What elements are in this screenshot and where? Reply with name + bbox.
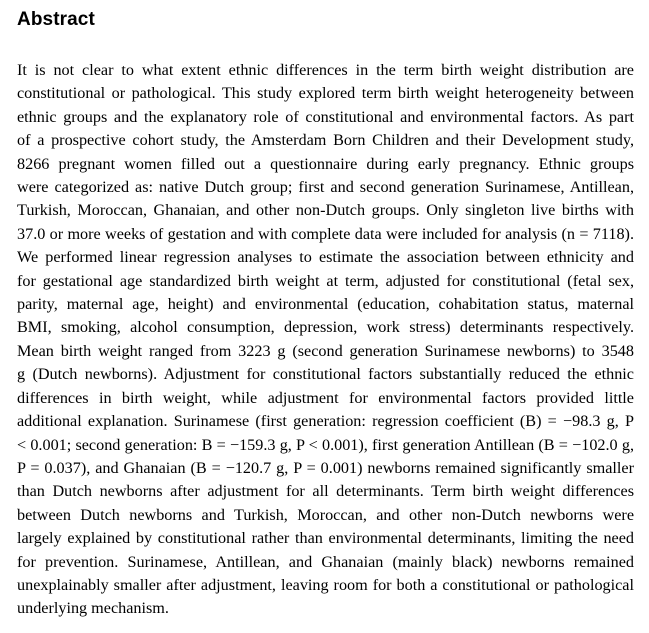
paragraph-line: P = 0.037), and Ghanaian (B = −120.7 g, P = 0.001) newborns remained significantly smaller <box>17 458 634 477</box>
paragraph-line: BMI, smoking, alcohol consumption, depression, work stress) determinants respectively. <box>17 318 634 337</box>
paragraph-line: largely explained by constitutional rather than environmental determinants, limiting the need <box>17 529 634 548</box>
paragraph-line: constitutional or pathological. This study explored term birth weight heterogeneity between <box>17 84 634 103</box>
paragraph-line: It is not clear to what extent ethnic differences in the term birth weight distribution are <box>17 61 634 79</box>
paragraph-line: differences in birth weight, while adjustment for environmental factors provided little <box>17 388 634 407</box>
paragraph-line: underlying mechanism. <box>17 599 169 618</box>
paragraph-line: 8266 pregnant women filled out a questionnaire during early pregnancy. Ethnic groups <box>17 154 634 173</box>
paragraph-line: < 0.001; second generation: B = −159.3 g, P < 0.001), first generation Antillean (B = −102.0 g, <box>17 435 634 454</box>
paragraph-line: of a prospective cohort study, the Amsterdam Born Children and their Development study, <box>17 131 634 150</box>
paragraph-line: additional explanation. Surinamese (first generation: regression coefficient (B) = −98.3 g, P <box>17 412 634 431</box>
abstract-paragraph <box>17 59 634 621</box>
paragraph-line: parity, maternal age, height) and environmental (education, cohabitation status, maternal <box>17 295 634 314</box>
paragraph-line: unexplainably smaller after adjustment, leaving room for both a constitutional or pathological <box>17 575 634 594</box>
paragraph-line: g (Dutch newborns). Adjustment for constitutional factors substantially reduced the ethnic <box>17 365 634 384</box>
paragraph-line: Turkish, Moroccan, Ghanaian, and other non-Dutch groups. Only singleton live births with <box>17 201 634 220</box>
paragraph-line: for gestational age standardized birth weight at term, adjusted for constitutional (fetal sex, <box>17 271 634 290</box>
paragraph-line: than Dutch newborns after adjustment for all determinants. Term birth weight differences <box>17 482 634 501</box>
paragraph-line: between Dutch newborns and Turkish, Moroccan, and other non-Dutch newborns were <box>17 505 634 524</box>
paragraph-line: were categorized as: native Dutch group; first and second generation Surinamese, Antillean, <box>17 178 634 197</box>
paragraph-line: for prevention. Surinamese, Antillean, and Ghanaian (mainly black) newborns remained <box>17 552 634 571</box>
paragraph-line: Mean birth weight ranged from 3223 g (second generation Surinamese newborns) to 3548 <box>17 341 634 360</box>
paragraph-line: ethnic groups and the explanatory role of constitutional and environmental factors. As part <box>17 107 634 126</box>
abstract-section <box>17 6 634 621</box>
paragraph-line: 37.0 or more weeks of gestation and with complete data were included for analysis (n = 7118). <box>17 224 634 243</box>
section-heading: Abstract <box>17 9 95 30</box>
paragraph-line: We performed linear regression analyses to estimate the association between ethnicity and <box>17 248 634 267</box>
